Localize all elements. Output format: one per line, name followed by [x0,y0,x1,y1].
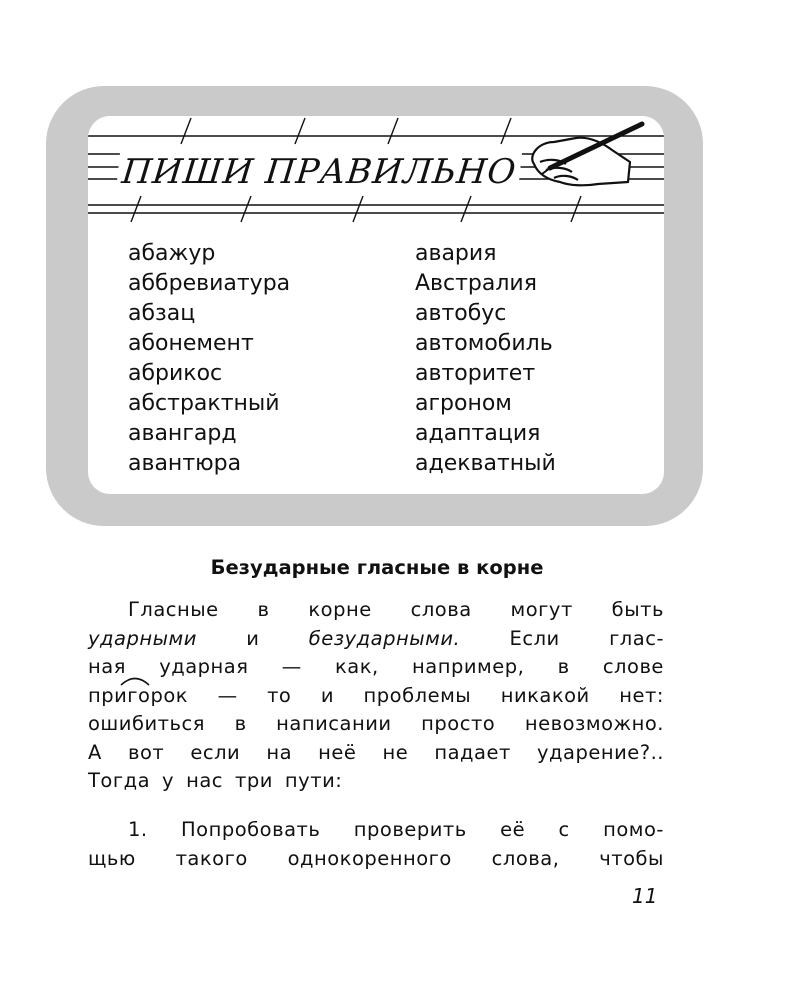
word: пригорок [88,683,189,707]
word: щью [88,846,136,870]
word: три [235,769,273,792]
word: никакой [500,683,590,707]
list-item: абзац [128,301,196,326]
word: проверить [353,818,467,841]
word: — [281,655,302,678]
word: такого [175,846,248,870]
word: в [557,655,570,678]
text-line [88,767,664,796]
rule-box [88,116,664,494]
word: быть [611,598,664,621]
word: в [234,712,247,735]
word: не [382,740,409,764]
text-line [88,653,664,682]
word: проблемы [363,683,472,707]
word: у [162,769,175,792]
list-item: агроном [415,391,512,416]
word: помо- [603,818,664,841]
word: Тогда [88,769,151,792]
list-item: абонемент [128,331,254,356]
word: ударение?.. [536,740,664,764]
text-line [88,625,664,654]
word: глас- [609,626,664,650]
word: с [558,818,570,841]
word: ударная [159,655,249,678]
box-title: ПИШИ ПРАВИЛЬНО [116,152,522,192]
list-item: авторитет [415,361,536,386]
word: как, [335,655,379,678]
word: Попробовать [180,818,321,841]
word: корне [308,598,372,621]
word: А [88,740,102,764]
list-item: авария [415,241,497,266]
word-italic: безударными. [308,626,461,650]
paragraph-1 [88,596,664,796]
text-line [88,710,664,739]
word: неё [318,740,357,764]
word: Если [509,626,560,650]
word: однокоренного [287,846,452,870]
word: и [320,683,335,707]
list-item: адаптация [415,421,541,446]
word-list-right [415,239,556,479]
word: слова, [491,846,560,870]
text-line [88,845,664,874]
word: если [190,740,241,764]
word: просто [421,712,496,735]
word: вот [127,740,165,764]
list-item: автобус [415,301,507,326]
word: ная [88,655,126,678]
word: нет: [619,683,664,707]
word: могут [510,598,573,621]
word: на [266,740,293,764]
list-item: авангард [128,421,237,446]
list-item: абстрактный [128,391,280,416]
stress-arc-icon [120,676,150,686]
word: в [257,598,270,621]
stressed-word [88,682,188,711]
paragraph-2 [88,816,664,873]
word: пути: [284,769,343,792]
word: — [217,683,238,707]
word: невозможно. [524,712,664,735]
text-line [88,682,664,711]
section-heading: Безударные гласные в корне [210,556,544,579]
text-line [88,816,664,845]
list-item: автомобиль [415,331,553,356]
word: например, [412,655,525,678]
word-list-left [128,239,290,479]
list-item: абажур [128,241,216,266]
word: слова [410,598,472,621]
word: Гласные [128,598,219,621]
word: ошибиться [88,712,205,735]
list-item: аббревиатура [128,271,291,296]
list-item: абрикос [128,361,223,386]
list-number: 1. [128,818,148,841]
word: написании [276,712,392,735]
word: слове [602,655,664,678]
page-number: 11 [632,884,658,908]
list-item: авантюра [128,451,242,476]
pen-hand-icon [520,116,646,196]
word: то [267,683,292,707]
word: её [500,818,526,841]
word: падает [434,740,511,764]
text-line [88,739,664,768]
word: чтобы [599,846,664,870]
word: нас [186,769,223,792]
word-italic: ударными [88,626,197,650]
word: и [246,626,260,650]
list-item: Австралия [415,271,537,296]
text-line [88,596,664,625]
list-item: адекватный [415,451,556,476]
